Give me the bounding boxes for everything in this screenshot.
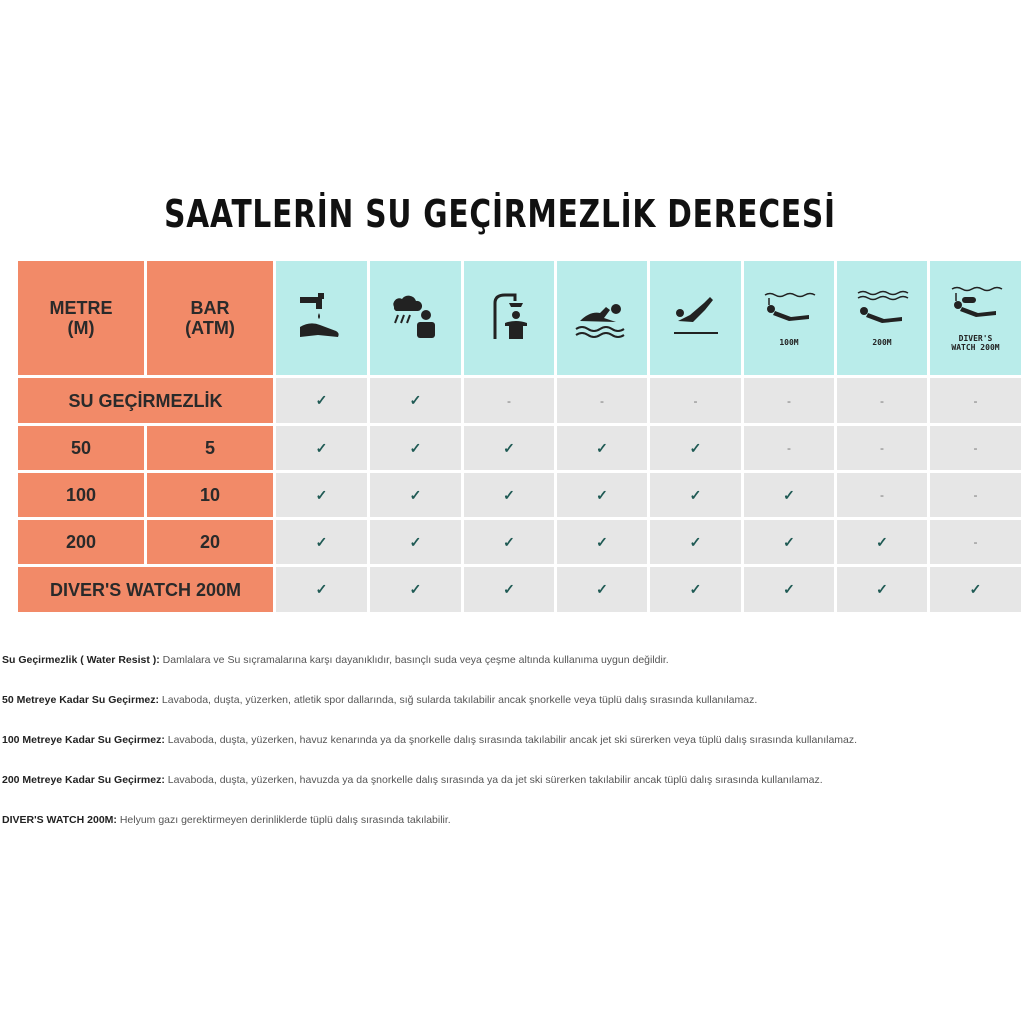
- table-cell: [276, 426, 367, 470]
- dash-mark: -: [600, 393, 604, 408]
- check-icon: ✓: [876, 533, 888, 550]
- table-cell: [837, 426, 927, 470]
- check-icon: ✓: [315, 533, 328, 550]
- check-icon: ✓: [596, 533, 608, 550]
- table-cell: [276, 520, 367, 564]
- page-title: SAATLERİN SU GEÇİRMEZLİK DERECESİ: [164, 192, 836, 236]
- check-icon: ✓: [783, 486, 795, 503]
- row-label: [18, 567, 273, 612]
- check-icon: ✓: [409, 581, 422, 597]
- table-cell: [650, 567, 741, 612]
- table-cell: [276, 378, 367, 423]
- table-cell: [557, 520, 647, 564]
- header-icon-label: 100M: [779, 338, 799, 347]
- note-divers-watch: DIVER'S WATCH 200M: Helyum gazı gerektirmeyen derinliklerde tüplü dalış sırasında takılabilir.: [2, 814, 451, 826]
- table-cell: [370, 567, 461, 612]
- row-metre-value: 50: [70, 438, 92, 458]
- check-icon: ✓: [503, 486, 515, 503]
- row-metre-value: 100: [65, 485, 97, 505]
- row-bar-value: 20: [199, 532, 221, 552]
- table-cell: [557, 473, 647, 517]
- check-icon: ✓: [503, 581, 515, 597]
- dash-mark: -: [507, 393, 511, 408]
- table-cell: [464, 473, 554, 517]
- note-50m: 50 Metreye Kadar Su Geçirmez: Lavaboda, duşta, yüzerken, atletik spor dallarında, sığ sularda takılabilir ancak şnorkelle veya tüplü dalış sırasında kullanılamaz.: [2, 694, 758, 706]
- check-icon: ✓: [315, 439, 328, 456]
- dash-mark: -: [787, 393, 791, 408]
- scuba-diver-icon: [948, 285, 1004, 330]
- table-cell: [370, 426, 461, 470]
- header-bar-label: BAR (ATM): [185, 298, 235, 338]
- check-icon: ✓: [409, 439, 422, 456]
- check-icon: ✓: [876, 581, 888, 597]
- table-cell: [370, 520, 461, 564]
- note-100m: 100 Metreye Kadar Su Geçirmez: Lavaboda, duşta, yüzerken, havuz kenarında ya da şnorkelle dalış sırasında takılabilir ancak jet ski sürerken veya tüplü dalış sırasında kullanılamaz.: [2, 734, 858, 746]
- dash-mark: -: [880, 441, 884, 455]
- table-cell: [837, 567, 927, 612]
- snorkel-100m-icon: [761, 289, 817, 334]
- check-icon: ✓: [689, 439, 702, 456]
- header-icon-cell: [650, 261, 741, 375]
- table-cell: [837, 520, 927, 564]
- table-cell: [557, 567, 647, 612]
- check-icon: ✓: [969, 581, 982, 597]
- table-cell: [464, 426, 554, 470]
- row-label-text: DIVER'S WATCH 200M: [50, 579, 241, 600]
- table-cell: [557, 426, 647, 470]
- table-cell: [650, 378, 741, 423]
- table-cell: [930, 378, 1021, 423]
- row-metre: [18, 426, 144, 470]
- header-metre: [18, 261, 144, 375]
- rain-person-icon: [388, 291, 444, 346]
- check-icon: ✓: [689, 533, 702, 550]
- table-cell: [744, 378, 834, 423]
- table-cell: [370, 378, 461, 423]
- check-icon: ✓: [315, 392, 328, 408]
- dash-mark: -: [973, 488, 978, 502]
- row-label-text: SU GEÇİRMEZLİK: [68, 390, 223, 411]
- header-icon-label: DIVER'S WATCH 200M: [951, 333, 1000, 352]
- tap-hand-icon: [294, 291, 350, 346]
- table-cell: [557, 378, 647, 423]
- swimmer-icon: [572, 291, 632, 346]
- header-icon-cell: [464, 261, 554, 375]
- row-bar: [147, 426, 273, 470]
- table-cell: [744, 426, 834, 470]
- row-metre-value: 200: [65, 532, 97, 552]
- row-bar-value: 5: [204, 438, 215, 458]
- table-cell: [464, 378, 554, 423]
- table-cell: [276, 473, 367, 517]
- shower-person-icon: [481, 291, 537, 346]
- table-cell: [464, 520, 554, 564]
- header-icon-cell: [837, 261, 927, 375]
- header-metre-label: METRE (M): [49, 298, 113, 338]
- dash-mark: -: [693, 393, 698, 408]
- table-cell: [837, 378, 927, 423]
- dash-mark: -: [973, 535, 978, 549]
- header-icon-cell: [744, 261, 834, 375]
- table-cell: [370, 473, 461, 517]
- check-icon: ✓: [315, 581, 328, 597]
- header-icon-cell: [557, 261, 647, 375]
- check-icon: ✓: [783, 581, 795, 597]
- header-icon-cell: [930, 261, 1021, 375]
- row-bar-value: 10: [199, 485, 221, 505]
- check-icon: ✓: [409, 533, 422, 550]
- row-bar: [147, 520, 273, 564]
- row-metre: [18, 473, 144, 517]
- check-icon: ✓: [315, 486, 328, 503]
- header-icon-cell: [370, 261, 461, 375]
- table-cell: [464, 567, 554, 612]
- row-bar: [147, 473, 273, 517]
- check-icon: ✓: [596, 439, 608, 456]
- check-icon: ✓: [503, 439, 515, 456]
- check-icon: ✓: [689, 581, 702, 597]
- table-cell: [930, 473, 1021, 517]
- check-icon: ✓: [503, 533, 515, 550]
- check-icon: ✓: [596, 581, 608, 597]
- table-cell: [837, 473, 927, 517]
- table-cell: [744, 520, 834, 564]
- dash-mark: -: [880, 488, 884, 502]
- header-icon-label: 200M: [872, 338, 892, 347]
- check-icon: ✓: [689, 486, 702, 503]
- dash-mark: -: [973, 393, 978, 408]
- header-icon-cell: [276, 261, 367, 375]
- note-water-resist: Su Geçirmezlik ( Water Resist ): Damlalara ve Su sıçramalarına karşı dayanıklıdır, basınçlı suda veya çeşme altında kullanıma uygun değildir.: [2, 654, 669, 666]
- table-cell: [276, 567, 367, 612]
- table-cell: [650, 473, 741, 517]
- table-cell: [930, 426, 1021, 470]
- table-cell: [650, 520, 741, 564]
- table-cell: [930, 567, 1021, 612]
- table-cell: [650, 426, 741, 470]
- diver-jump-icon: [668, 291, 724, 346]
- row-metre: [18, 520, 144, 564]
- dash-mark: -: [787, 441, 791, 455]
- check-icon: ✓: [409, 486, 422, 503]
- table-cell: [744, 473, 834, 517]
- check-icon: ✓: [783, 533, 795, 550]
- check-icon: ✓: [409, 392, 422, 408]
- header-bar: [147, 261, 273, 375]
- row-label: [18, 378, 273, 423]
- table-cell: [744, 567, 834, 612]
- dash-mark: -: [880, 393, 884, 408]
- snorkel-200m-icon: [854, 289, 910, 334]
- table-cell: [930, 520, 1021, 564]
- dash-mark: -: [973, 441, 978, 455]
- note-200m: 200 Metreye Kadar Su Geçirmez: Lavaboda, duşta, yüzerken, havuzda ya da şnorkelle dalış sırasında ya da jet ski sürerken takılabilir ancak tüplü dalış sırasında kullanılamaz.: [2, 774, 823, 786]
- check-icon: ✓: [596, 486, 608, 503]
